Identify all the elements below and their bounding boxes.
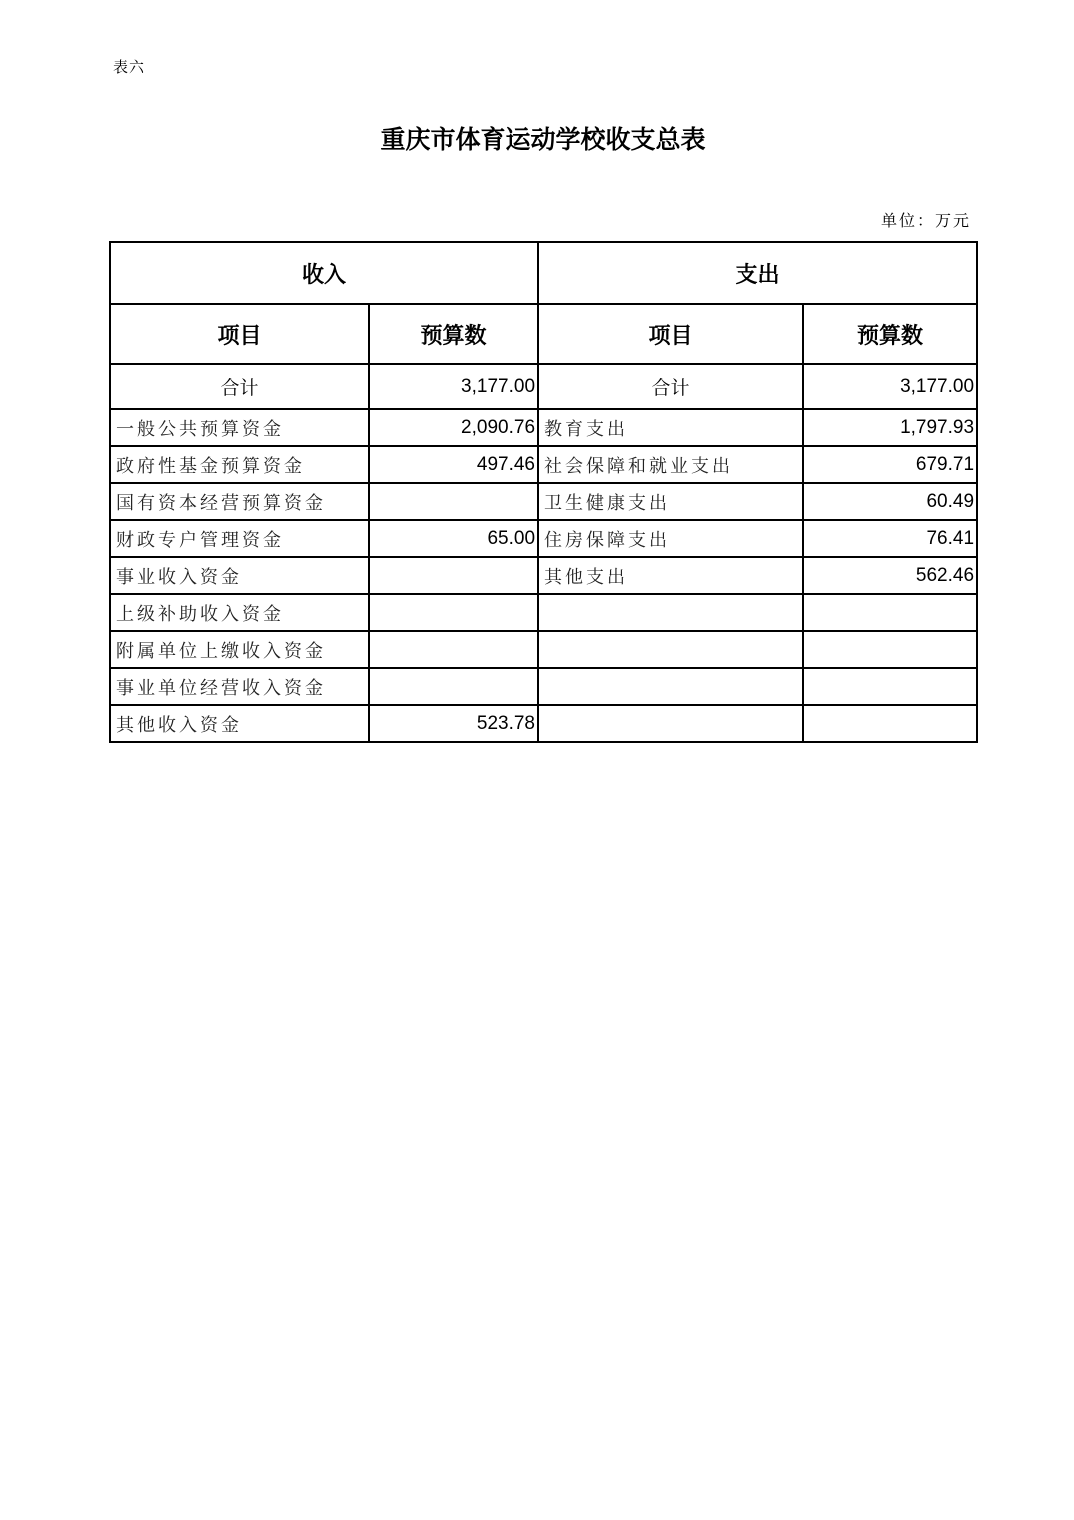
income-item: 事业收入资金 (110, 557, 369, 594)
total-row (110, 364, 977, 409)
expense-value (803, 631, 977, 668)
expense-item-column-header: 项目 (538, 304, 803, 364)
income-expense-summary-table (109, 241, 978, 743)
income-total-label: 合计 (110, 364, 369, 409)
income-value (369, 483, 538, 520)
expense-item: 其他支出 (538, 557, 803, 594)
table-number-label: 表六 (113, 58, 146, 76)
expense-value: 562.46 (803, 557, 977, 594)
expense-item (538, 668, 803, 705)
expense-item: 卫生健康支出 (538, 483, 803, 520)
expense-value: 679.71 (803, 446, 977, 483)
table-row (110, 668, 977, 705)
income-value (369, 594, 538, 631)
income-budget-column-header: 预算数 (369, 304, 538, 364)
income-item: 上级补助收入资金 (110, 594, 369, 631)
expense-value: 1,797.93 (803, 409, 977, 446)
income-value: 497.46 (369, 446, 538, 483)
section-header-row (110, 242, 977, 304)
expense-value: 76.41 (803, 520, 977, 557)
expense-value (803, 594, 977, 631)
income-item: 政府性基金预算资金 (110, 446, 369, 483)
expense-item: 教育支出 (538, 409, 803, 446)
expense-item (538, 705, 803, 742)
expense-total-value: 3,177.00 (803, 364, 977, 409)
table-row (110, 409, 977, 446)
income-total-value: 3,177.00 (369, 364, 538, 409)
table-row (110, 594, 977, 631)
income-item: 其他收入资金 (110, 705, 369, 742)
income-item: 财政专户管理资金 (110, 520, 369, 557)
income-value (369, 557, 538, 594)
income-value: 65.00 (369, 520, 538, 557)
table-row (110, 520, 977, 557)
table-row (110, 557, 977, 594)
expense-section-header: 支出 (538, 242, 977, 304)
income-item-column-header: 项目 (110, 304, 369, 364)
income-value: 2,090.76 (369, 409, 538, 446)
income-value: 523.78 (369, 705, 538, 742)
expense-item: 社会保障和就业支出 (538, 446, 803, 483)
unit-label: 单位：万元 (880, 211, 971, 230)
expense-value: 60.49 (803, 483, 977, 520)
expense-value (803, 705, 977, 742)
income-value (369, 668, 538, 705)
document-title: 重庆市体育运动学校收支总表 (380, 125, 706, 154)
table-row (110, 483, 977, 520)
table-row (110, 446, 977, 483)
income-item: 一般公共预算资金 (110, 409, 369, 446)
column-header-row (110, 304, 977, 364)
expense-total-label: 合计 (538, 364, 803, 409)
income-item: 国有资本经营预算资金 (110, 483, 369, 520)
income-item: 附属单位上缴收入资金 (110, 631, 369, 668)
expense-item: 住房保障支出 (538, 520, 803, 557)
income-item: 事业单位经营收入资金 (110, 668, 369, 705)
income-value (369, 631, 538, 668)
table-row (110, 705, 977, 742)
income-section-header: 收入 (110, 242, 538, 304)
expense-budget-column-header: 预算数 (803, 304, 977, 364)
expense-item (538, 594, 803, 631)
expense-item (538, 631, 803, 668)
table-row (110, 631, 977, 668)
expense-value (803, 668, 977, 705)
